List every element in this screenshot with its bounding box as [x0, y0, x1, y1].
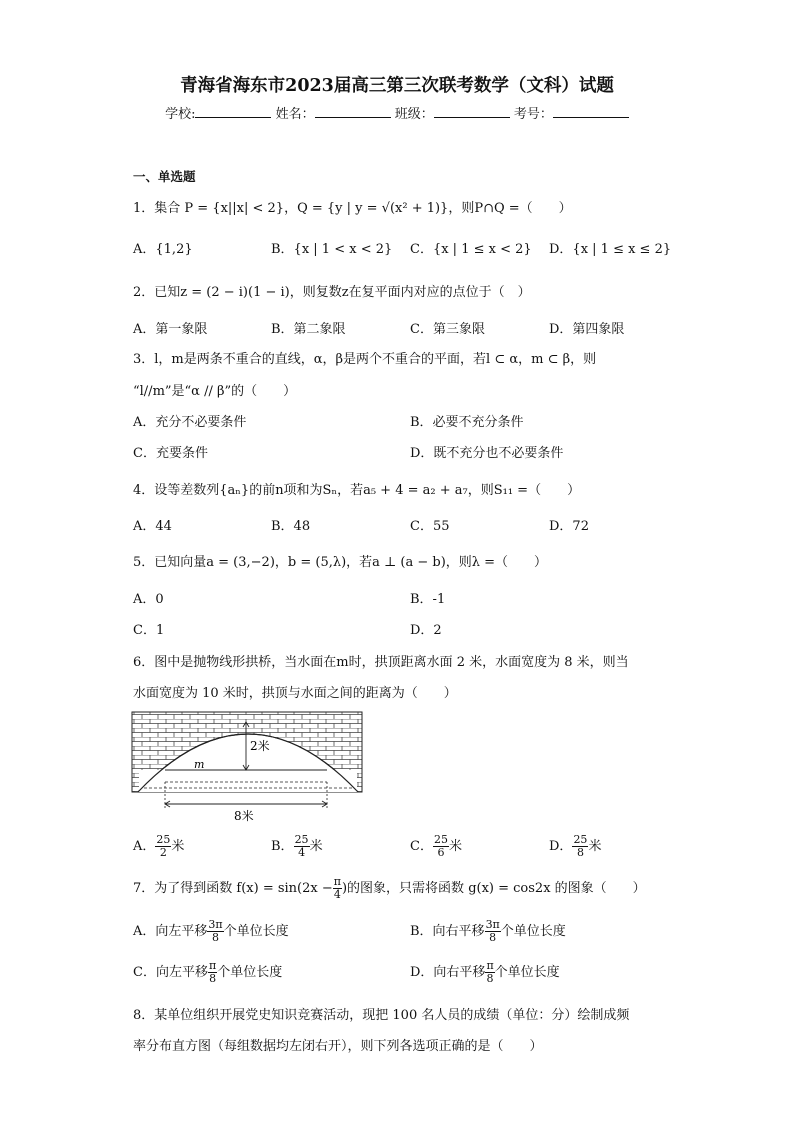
question-6-stem: 6．图中是抛物线形拱桥，当水面在m时，拱顶距离水面 2 米，水面宽度为 8 米，则当: [133, 655, 629, 670]
question-4-stem: 4．设等差数列{aₙ}的前n项和为Sₙ，若a₅ + 4 = a₂ + a₇，则S₁₁ =（ ）: [133, 483, 581, 498]
q2-option-d: D．第四象限: [549, 322, 625, 337]
section-heading: 一、单选题: [133, 169, 196, 184]
q4-option-d: D．72: [549, 519, 589, 534]
page-title: 青海省海东市2023届高三第三次联考数学（文科）试题: [180, 76, 614, 96]
question-6-stem-line2: 水面宽度为 10 米时，拱顶与水面之间的距离为（ ）: [133, 686, 457, 701]
name-blank: [315, 105, 391, 118]
q1-option-c: C．{x | 1 ≤ x < 2}: [410, 242, 532, 257]
q6-option-b: B． $\frac{25}{4}$ 米: [271, 833, 323, 859]
q2-option-c: C．第三象限: [410, 322, 485, 337]
question-3-stem: 3．l，m是两条不重合的直线，α，β是两个不重合的平面，若l ⊂ α，m ⊂ β，则: [133, 352, 597, 367]
question-8-stem-line2: 率分布直方图（每组数据均左闭右开），则下列各选项正确的是（ ）: [133, 1039, 543, 1054]
q7-option-c: C．向左平移 $\frac{\pi}{8}$ 个单位长度: [133, 959, 283, 985]
school-blank: [195, 105, 271, 118]
question-5-stem: 5．已知向量a = (3,−2)，b = (5,λ)，若a ⊥ (a − b)，则λ =（ ）: [133, 555, 548, 570]
q1-option-d: D．{x | 1 ≤ x ≤ 2}: [549, 242, 672, 257]
q2-option-b: B．第二象限: [271, 322, 346, 337]
question-2-stem: 2．已知z = (2 − i)(1 − i)，则复数z在复平面内对应的点位于（ ）: [133, 285, 531, 300]
q5-option-a: A．0: [133, 592, 164, 607]
q4-option-b: B．48: [271, 519, 311, 534]
q3-option-c: C．充要条件: [133, 446, 208, 461]
question-8-stem: 8．某单位组织开展党史知识竞赛活动，现把 100 名人员的成绩（单位：分）绘制成频: [133, 1008, 630, 1023]
q5-option-d: D．2: [410, 623, 442, 638]
q4-option-a: A．44: [133, 519, 172, 534]
school-label: 学校:: [165, 107, 196, 122]
q5-option-b: B．-1: [410, 592, 446, 607]
question-1-stem: 1．集合 P = {x||x| < 2}，Q = {y | y = √(x² + 1)}，则P∩Q =（ ）: [133, 201, 572, 216]
water-label: m: [194, 758, 205, 771]
width-label: 8米: [234, 809, 254, 823]
q3-option-d: D．既不充分也不必要条件: [410, 446, 564, 461]
question-3-stem-line2: “l//m”是“α // β”的（ ）: [133, 384, 297, 399]
q3-option-b: B．必要不充分条件: [410, 415, 524, 430]
q1-option-a: A．{1,2}: [133, 242, 193, 257]
q6-option-a: A． $\frac{25}{2}$ 米: [133, 833, 185, 859]
name-label: 姓名：: [275, 107, 315, 122]
q2-option-a: A．第一象限: [133, 322, 208, 337]
question-7-stem: 7．为了得到函数 f(x) = sin(2x − $\frac{\pi}{4}$ )的图象，只需将函数 g(x) = cos2x 的图象（ ）: [133, 875, 646, 901]
q4-option-c: C．55: [410, 519, 450, 534]
exam-no-label: 考号：: [513, 107, 553, 122]
student-info-line: [0, 103, 794, 122]
exam-no-blank: [553, 105, 629, 118]
q7-option-b: B．向右平移 $\frac{3\pi}{8}$ 个单位长度: [410, 918, 566, 944]
height-label: 2米: [250, 739, 270, 753]
q3-option-a: A．充分不必要条件: [133, 415, 247, 430]
q7-option-a: A．向左平移 $\frac{3\pi}{8}$ 个单位长度: [133, 918, 289, 944]
arch-bridge-figure: [130, 710, 366, 826]
q6-option-c: C． $\frac{25}{6}$ 米: [410, 833, 462, 859]
class-label: 班级：: [394, 107, 434, 122]
q1-option-b: B．{x | 1 < x < 2}: [271, 242, 393, 257]
q5-option-c: C．1: [133, 623, 165, 638]
q7-option-d: D．向右平移 $\frac{\pi}{8}$ 个单位长度: [410, 959, 560, 985]
class-blank: [434, 105, 510, 118]
q6-option-d: D． $\frac{25}{8}$ 米: [549, 833, 602, 859]
